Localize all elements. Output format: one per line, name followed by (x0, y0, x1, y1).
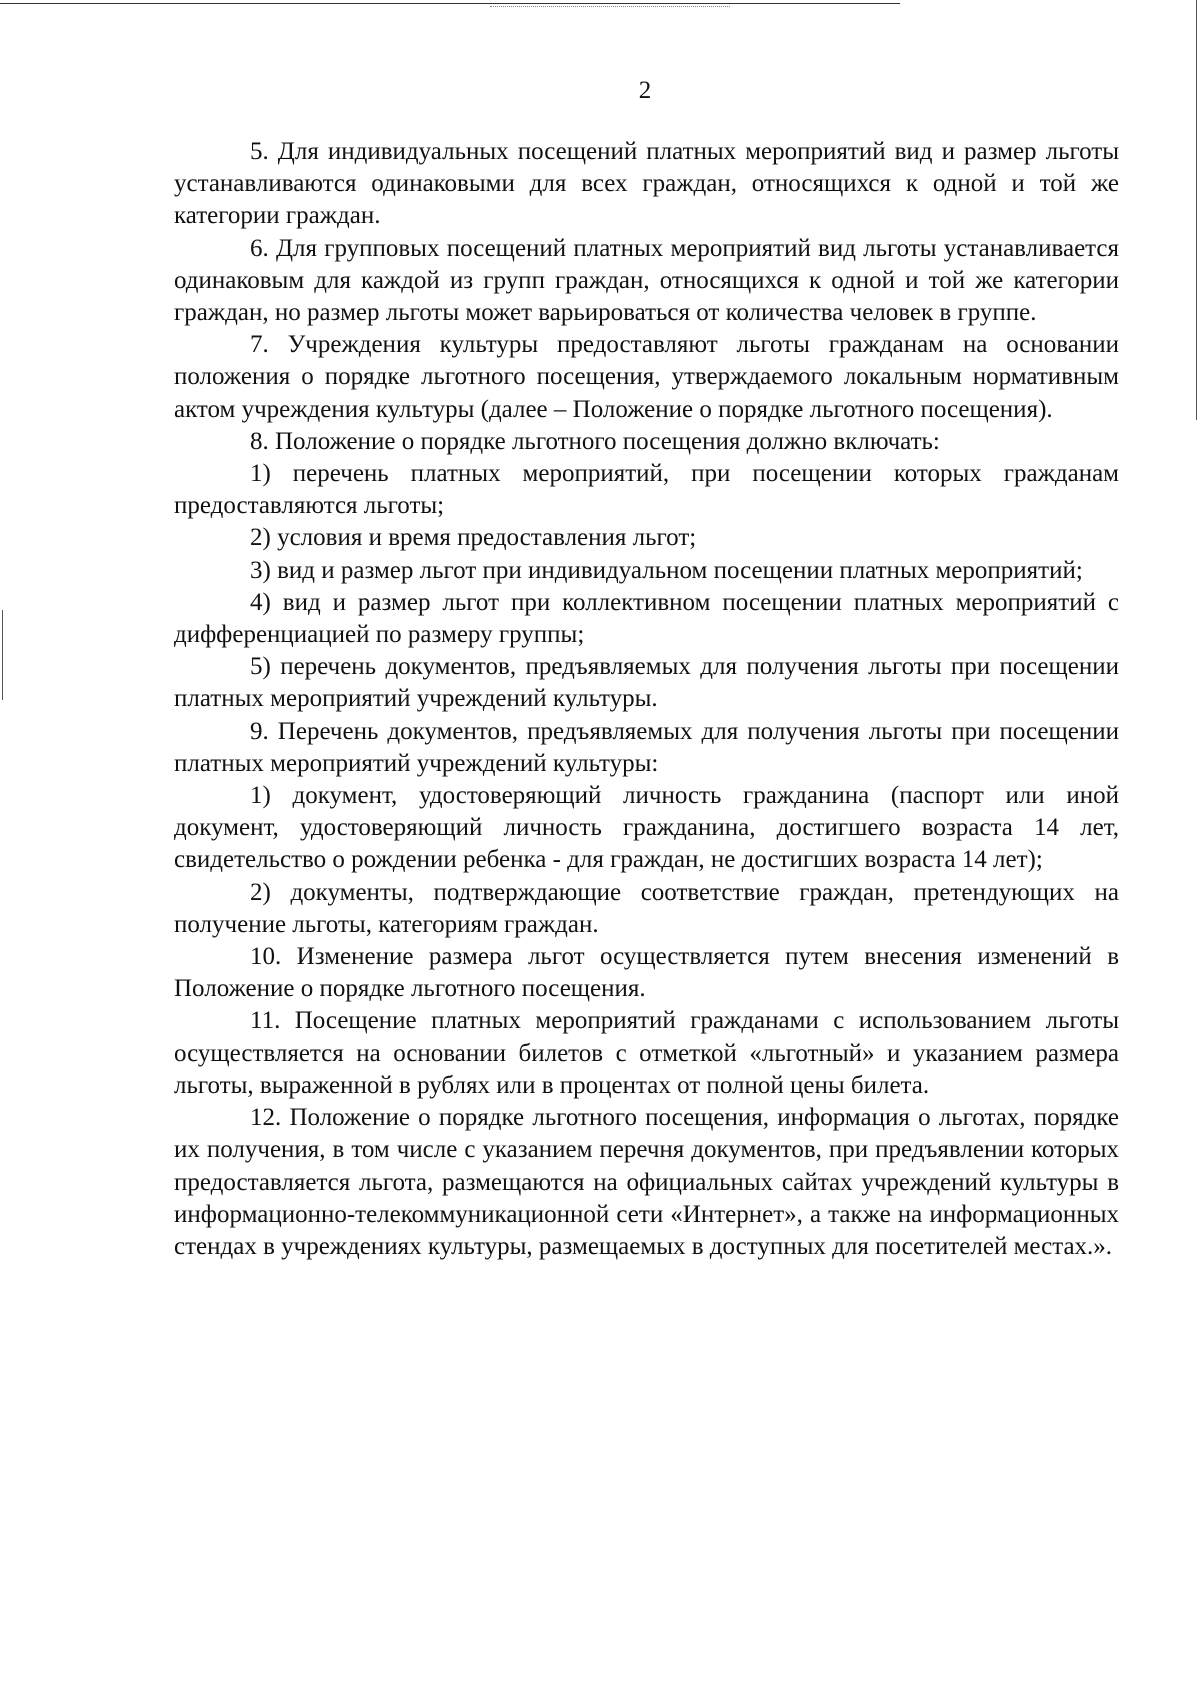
paragraph-10: 10. Изменение размера льгот осуществляется путем внесения изменений в Положение о порядке льготного посещения. (174, 943, 1119, 1003)
paragraph-9: 9. Перечень документов, предъявляемых для получения льготы при посещении платных мероприятий учреждений культуры: (174, 717, 1119, 777)
scan-top-edge-line (0, 3, 900, 4)
paragraph-8-item-5: 5) перечень документов, предъявляемых для получения льготы при посещении платных мероприятий учреждений культуры. (174, 653, 1119, 713)
paragraph-12: 12. Положение о порядке льготного посещения, информация о льготах, порядке их получения, в том числе с указанием перечня документов, при предъявлении которых предоставляется льгота, размещаются на официальных сайтах учреждений культуры в информационно-телекоммуникационной сети «Интернет», а также на информационных стендах в учреждениях культуры, размещаемых в доступных для посетителей местах.». (174, 1104, 1119, 1260)
scan-top-marks (490, 6, 730, 15)
scan-right-edge-line (1196, 0, 1197, 420)
paragraph-5: 5. Для индивидуальных посещений платных мероприятий вид и размер льготы устанавливаются одинаковыми для всех граждан, относящихся к одной и той же категории граждан. (174, 138, 1119, 230)
paragraph-9-item-2: 2) документы, подтверждающие соответствие граждан, претендующих на получение льготы, категориям граждан. (174, 878, 1119, 938)
paragraph-8-item-4: 4) вид и размер льгот при коллективном посещении платных мероприятий с дифференциацией по размеру группы; (174, 588, 1119, 649)
scan-left-edge-line (2, 610, 3, 700)
paragraph-11: 11. Посещение платных мероприятий гражданами с использованием льготы осуществляется на основании билетов с отметкой «льготный» и указанием размера льготы, выраженной в рублях или в процентах от полной цены билета. (174, 1007, 1119, 1099)
paragraph-8-item-3: 3) вид и размер льгот при индивидуальном посещении платных мероприятий; (250, 556, 1083, 584)
paragraph-8-item-2: 2) условия и время предоставления льгот; (250, 524, 697, 552)
page-number: 2 (638, 77, 652, 104)
paragraph-7: 7. Учреждения культуры предоставляют льготы гражданам на основании положения о порядке льготного посещения, утверждаемого локальным нормативным актом учреждения культуры (далее – Положение о порядке льготного посещения). (174, 331, 1119, 423)
paragraph-6: 6. Для групповых посещений платных мероприятий вид льготы устанавливается одинаковым для каждой из групп граждан, относящихся к одной и той же категории граждан, но размер льготы может варьироваться от количества человек в группе. (174, 234, 1119, 327)
paragraph-8: 8. Положение о порядке льготного посещения должно включать: (250, 427, 940, 455)
document-body (174, 136, 1119, 1263)
paragraph-9-item-1: 1) документ, удостоверяющий личность гражданина (паспорт или иной документ, удостоверяющий личность гражданина, достигшего возраста 14 лет, свидетельство о рождении ребенка - для граждан, не достигших возраста 14 лет); (174, 782, 1119, 874)
paragraph-8-item-1: 1) перечень платных мероприятий, при посещении которых гражданам предоставляются льготы; (174, 460, 1119, 520)
